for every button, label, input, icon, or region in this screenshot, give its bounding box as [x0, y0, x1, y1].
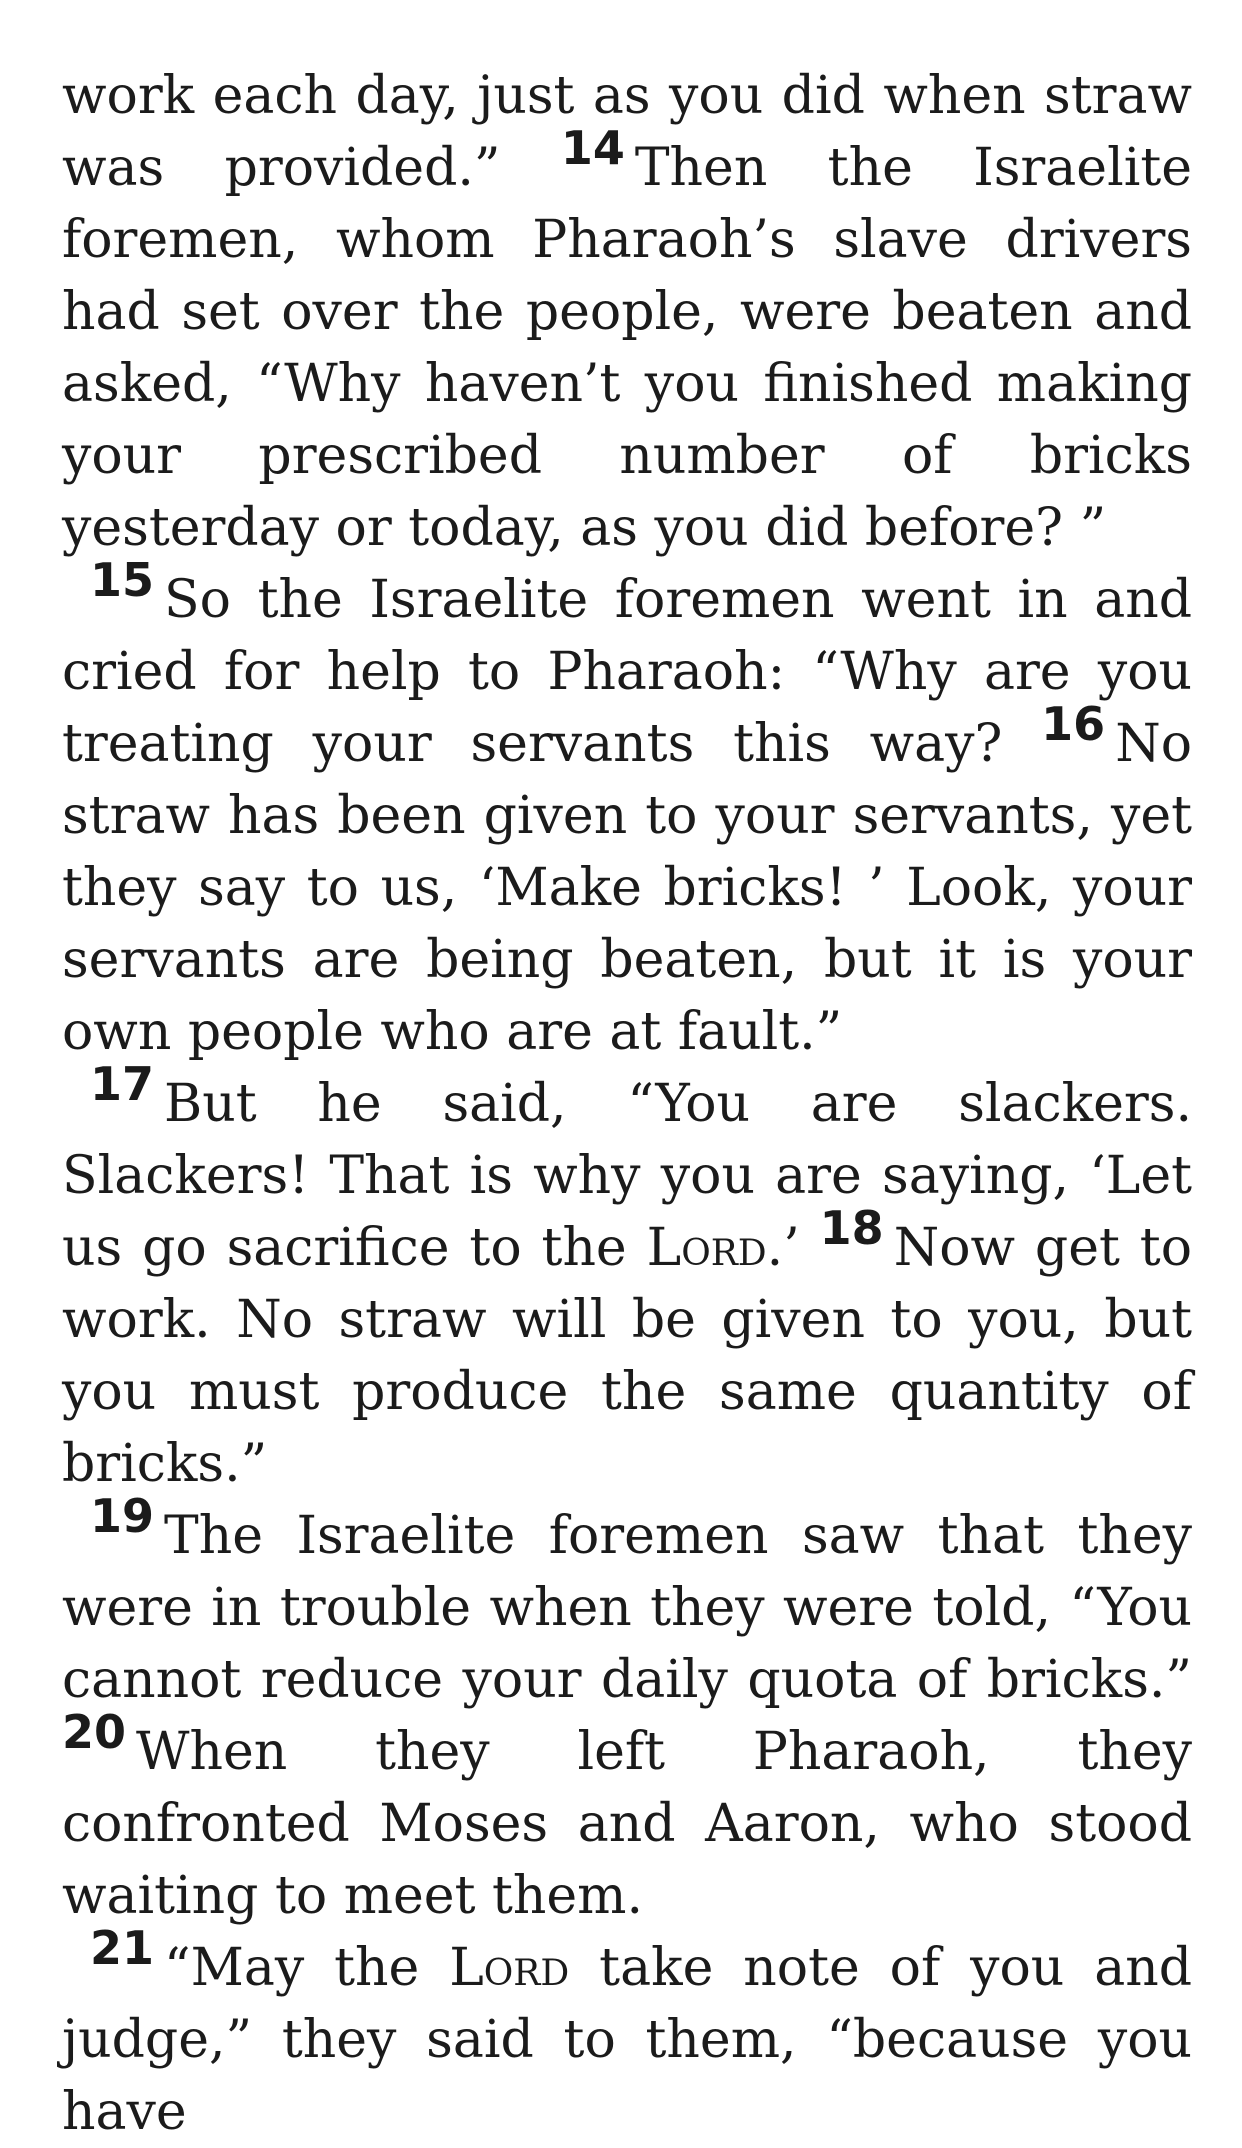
verse-18-text: Now get to work. No straw will be given to you, but you must produce the same quantity of bricks.”: [62, 1218, 1193, 1494]
verse-number-16: 16: [1041, 697, 1106, 752]
verse-20-text: When they left Pharaoh, they confronted Moses and Aaron, who stood waiting to meet them.: [62, 1722, 1192, 1926]
verse-16-text: No straw has been given to your servants, yet they say to us, ‘Make bricks! ’ Look, your servants are being beaten, but it is your own people who are at fault.”: [62, 714, 1192, 1062]
verse-number-21: 21: [90, 1921, 155, 1976]
paragraph-5: [62, 1921, 1192, 2148]
verse-number-17: 17: [90, 1057, 155, 1112]
verse-15-text: So the Israelite foremen went in and cried for help to Pharaoh: “Why are you treating your servants this way?: [62, 570, 1192, 774]
divine-name-lord: Lord: [646, 1218, 767, 1278]
verse-17-closing: .’: [766, 1218, 800, 1278]
verse-21-text-start: “May the: [164, 1938, 420, 1998]
verse-13-text: work each day, just as you did when straw was provided.”: [62, 66, 1192, 198]
verse-number-20: 20: [62, 1705, 127, 1760]
scripture-page: [62, 60, 1192, 2148]
paragraph-4: [62, 1489, 1192, 1932]
verse-14-text: Then the Israelite foremen, whom Pharaoh’s slave drivers had set over the people, were beaten and asked, “Why haven’t you finished making your prescribed number of bricks yesterday or today, as you did before? ”: [62, 138, 1192, 558]
paragraph-2: [62, 553, 1192, 1068]
verse-17-text: But he said, “You are slackers. Slackers! That is why you are saying, ‘Let us go sacrifice to the: [62, 1074, 1192, 1278]
paragraph-1: [62, 60, 1192, 564]
verse-number-18: 18: [819, 1201, 884, 1256]
verse-21-text-end: take note of you and judge,” they said to them, “because you have: [62, 1938, 1192, 2142]
divine-name-lord: Lord: [449, 1938, 570, 1998]
verse-19-text: The Israelite foremen saw that they were in trouble when they were told, “You cannot reduce your daily quota of bricks.”: [62, 1506, 1192, 1710]
paragraph-3: [62, 1057, 1193, 1500]
verse-number-14: 14: [560, 121, 625, 176]
verse-number-19: 19: [90, 1489, 155, 1544]
verse-number-15: 15: [90, 553, 155, 608]
